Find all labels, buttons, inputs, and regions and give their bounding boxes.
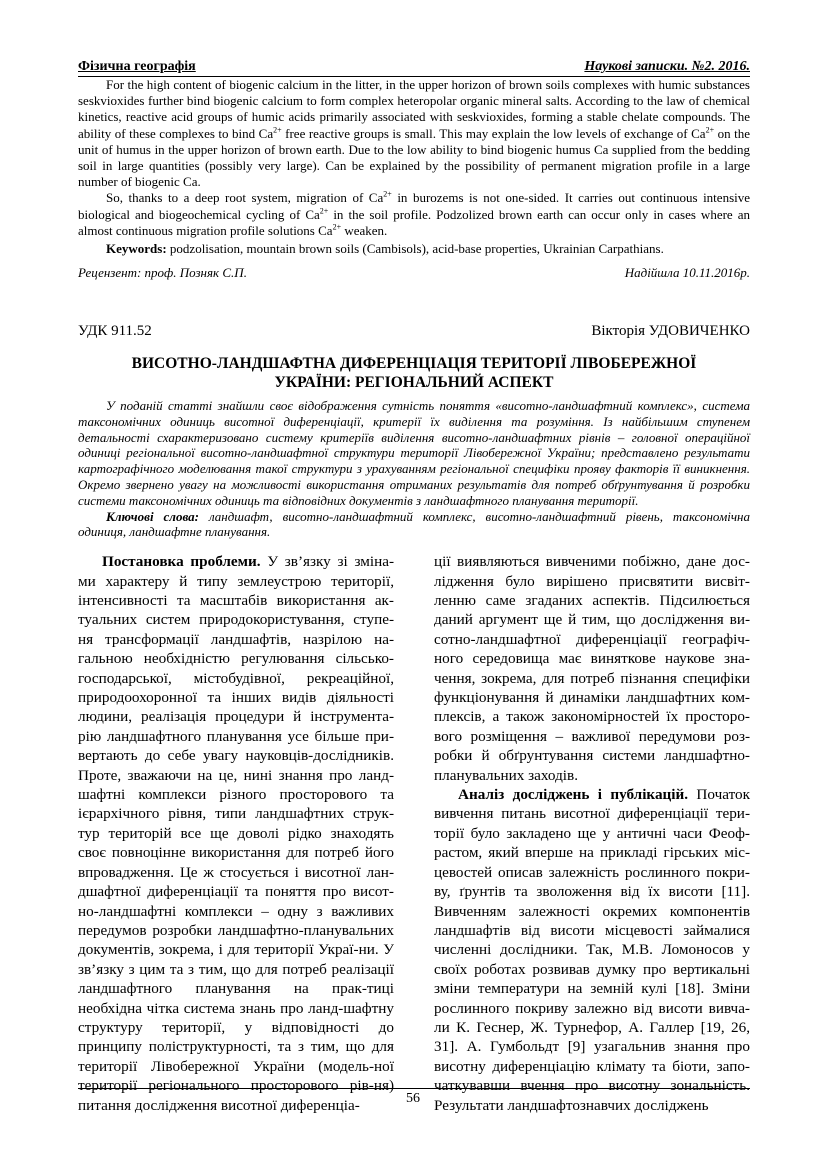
page-number: 56 (406, 1091, 420, 1106)
page (78, 58, 750, 1115)
running-header (78, 58, 750, 77)
prev-summary-paragraph-2: So, thanks to a deep root system, migration of $Ca^{2+}$ in burozems is not one-sided. It carries out continuous intensive biological and biogeochemical cycling of $Ca^{2+}$ in the soil profile. Podzolized brown earth can occur only in cases where an almost continuous migration profile solutions $Ca^{2+}$ weaken. (78, 190, 751, 238)
body-columns (78, 552, 750, 1115)
udk-author-line (78, 323, 750, 340)
column-left (78, 552, 394, 1115)
column-right (434, 552, 750, 1115)
journal-name: Наукові записки. №2. 2016. (584, 59, 750, 74)
author-name: Вікторія УДОВИЧЕНКО (591, 323, 750, 340)
section-name: Фізична географія (78, 59, 196, 74)
review-line (78, 265, 750, 281)
literature-paragraph: Аналіз досліджень і публікацій. Початок вивчення питань висотної диференціації тери-торії було закладено ще у античні часи Феоф-растом, який вперше на прикладі гірських міс-цевостей описав залежність рослинного покри-ву, ґрунтів та зволоження від їх висоти [11]. Вивченням залежності окремих компонентів ландшафтів від висоти місцевості займалися численні дослідники. Так, М.В. Ломоносов у своїх роботах розвивав думку про вертикальні зміни температури на земній кулі [18]. Зміни рослинного покриву залежно від висоти вивча-ли К. Геснер, Ж. Турнефор, А. Галлер [19, 26, 31]. А. Гумбольдт [9] узагальнив знання про висотну диференціацію клімату та біоти, запо-чаткувавши вчення про висотну зональність. Результати ландшафтознавчих досліджень (434, 786, 750, 1114)
abstract-keywords: Ключові слова: ландшафт, висотно-ландшафтний комплекс, висотно-ландшафтний рівень, таксономічна одиниця, ландшафтне планування. (78, 508, 751, 540)
abstract: У поданій статті знайшли своє відображення сутність поняття «висотно-ландшафтний комплекс», система таксономічних одиниць висотної диференціації, критерії їх виділення та розуміння. Із найбільшим ступенем детальності схарактеризовано систему критеріїв виділення висотно-ландшафтних рівнів – головної операційної одиниці регіональної висотно-ландшафтної структури території Лівобережної України; представлено результати картографічного моделювання такої структури з урахуванням регіональної специфіки прояву факторів її виникнення. Окремо звернено увагу на можливості використання отриманих результатів для потреб обґрунтування й розробки системи таксономічних одиниць та відповідних документів з ландшафтного планування території. (78, 398, 750, 508)
problem-paragraph: Постановка проблеми. У зв’язку зі зміна-ми характеру й типу землеустрою території, інтенсивності та масштабів використання ак-туальних систем природокористування, ступе-ня трансформації ландшафтів, назрілою на-гальною необхідністю регулювання сільсько-господарської, містобудівної, рекреаційної, природоохоронної та інших видів діяльності людини, реалізація процедури й інструмента-рію ландшафтного планування усе більше при-вертають до себе увагу науковців-дослідників. Проте, зважаючи на це, нині знання про ланд-шафтні комплекси різного просторового та ієрархічного рівня, типи ландшафтних струк-тур територій все ще доволі рідко знаходять своє повноцінне використання для потреб його впровадження. Це ж стосується і висотної лан-дшафтної диференціації та поняття про висот-но-ландшафтні комплекси – одну з важливих передумов розробки ландшафтно-планувальних документів, зокрема, і для території Украї-ни. У зв’язку з цим та з тим, що для потреб реалізації ландшафтного планування на прак-тиці необхідна чітка система знань про ланд-шафтну структуру території, у відповідності до принципу поліструктурності, та з тим, що для території Лівобережної України (модель-ної території регіонального просторового рів-ня) питання дослідження висотної диференціа- (78, 553, 394, 1114)
prev-keywords: Keywords: podzolisation, mountain brown soils (Cambisols), acid-base properties, Ukrainian Carpathians. (106, 241, 664, 257)
udk-code: УДК 911.52 (78, 323, 152, 340)
article-title: ВИСОТНО-ЛАНДШАФТНА ДИФЕРЕНЦІАЦІЯ ТЕРИТОРІЇ ЛІВОБЕРЕЖНОЇ УКРАЇНИ: РЕГІОНАЛЬНИЙ АСПЕКТ (131, 355, 697, 392)
footer-rule (78, 1088, 750, 1089)
continued-paragraph: ції виявляються вивченими побіжно, дане дос-лідження було вирішено присвятити висвіт-ленню саме згаданих аспектів. Підсилюється даний аргумент ще й тим, що дослідження ви-сотно-ландшафтної диференціації географіч-ного середовища має виняткове наукове зна-чення, зокрема, для потреб пізнання специфіки функціонування й динаміки ландшафтних ком-плексів, а також закономірностей їх просторо-вого розміщення – важливої передумови роз-робки й обґрунтування системи ландшафтно-планувальних заходів. (434, 553, 750, 784)
reviewer: Рецензент: проф. Позняк С.П. (78, 265, 247, 281)
received-date: Надійшла 10.11.2016р. (624, 265, 750, 281)
prev-summary-paragraph-1: For the high content of biogenic calcium in the litter, in the upper horizon of brown soils complexes with humic substances seskvioxides further bind biogenic calcium to form complex heteropolar organic mineral salts. According to the law of chemical kinetics, reactive acid groups of humic acids primarily associated with seskvioxides, forming a stable chelate compounds. The ability of these complexes to bind $Ca^{2+}$ free reactive groups is small. This may explain the low levels of exchange of $Ca^{2+}$ on the unit of humus in the upper horizon of brown earth. Due to the low ability to bind biogenic humus Ca supplied from the bedding soil in large quantities (possibly very large). Can be explained by the possibility of permanent migration profile in a large number of biogenic Ca. (78, 77, 750, 190)
